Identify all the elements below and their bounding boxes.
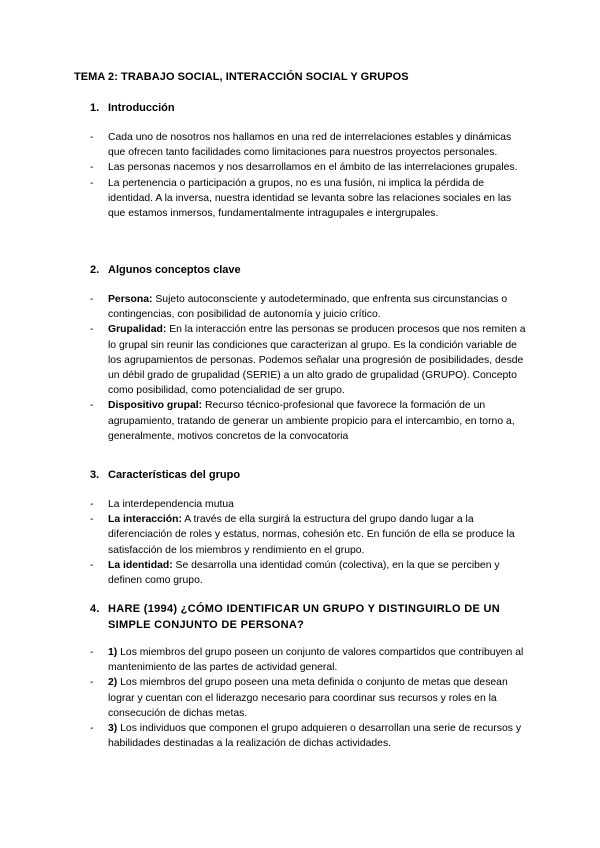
- section-heading-conceptos-clave: 2. Algunos conceptos clave: [90, 264, 241, 276]
- list-item: - Las personas nacemos y nos desarrollamos en el ámbito de las interrelaciones grupales.: [90, 162, 518, 174]
- list-item: - 1) Los miembros del grupo poseen un conjunto de valores compartidos que contribuyen al mantenimiento de las partes de actividad general.: [90, 647, 524, 674]
- list-item: - La identidad: Se desarrolla una identidad común (colectiva), en la que se perciben y definen como grupo.: [90, 559, 500, 587]
- section-heading-caracteristicas: 3. Características del grupo: [90, 469, 241, 481]
- list-item: - Cada uno de nosotros nos hallamos en una red de interrelaciones estables y dinámicas que ofrecen tanto facilidades como limitaciones para nuestros proyectos personales.: [90, 132, 512, 159]
- list-item: - Dispositivo grupal: Recurso técnico-profesional que favorece la formación de un agrupamiento, tratando de generar un ambiente propicio para el intercambio, en torno a, generalmente, motivos concretos de la convocatoria: [90, 400, 515, 442]
- list-item: - La interacción: A través de ella surgirá la estructura del grupo dando lugar a la diferenciación de roles y estatus, normas, cohesión etc. En función de ella se produce la satisfacción de los miembros y rendimiento en el grupo.: [90, 514, 515, 556]
- list-item: - Grupalidad: En la interacción entre las personas se producen procesos que nos remiten a lo grupal sin reunir las condiciones que caracterizan al grupo. Es la condición variable de los agrupamientos de personas. Podemos señalar una progresión de posibilidades, desde un débil grado de grupalidad (SERIE) a un alto grado de grupalidad (GRUPO). Concepto como posibilidad, como potencialidad de ser grupo.: [90, 324, 526, 397]
- section-heading-hare: 4. HARE (1994) ¿CÓMO IDENTIFICAR UN GRUPO Y DISTINGUIRLO DE UN SIMPLE CONJUNTO DE PERSONA?: [90, 603, 500, 631]
- section-1-list: [90, 130, 530, 221]
- section-3-list: [90, 497, 530, 588]
- list-item: - La interdependencia mutua: [90, 499, 234, 510]
- list-item: - 3) Los individuos que componen el grupo adquieren o desarrollan una serie de recursos y habilidades destinadas a la realización de dichas actividades.: [90, 723, 522, 750]
- document-title: TEMA 2: TRABAJO SOCIAL, INTERACCIÓN SOCIAL Y GRUPOS: [74, 71, 409, 83]
- list-item: - Persona: Sujeto autoconsciente y autodeterminado, que enfrenta sus circunstancias o contingencias, con posibilidad de autonomía y juicio crítico.: [90, 294, 508, 321]
- list-item: - 2) Los miembros del grupo poseen una meta definida o conjunto de metas que desean lograr y cuentan con el liderazgo necesario para coordinar sus recursos y roles en la consecución de dichas metas.: [90, 677, 508, 719]
- list-item: - La pertenencia o participación a grupos, no es una fusión, ni implica la pérdida de identidad. A la inversa, nuestra identidad se levanta sobre las relaciones sociales en las que estamos inmersos, fundamentalmente intragupales e intergrupales.: [90, 177, 512, 220]
- section-heading-introduccion: 1. Introducción: [90, 102, 175, 114]
- section-4-list: [90, 645, 530, 751]
- section-2-list: [90, 292, 530, 444]
